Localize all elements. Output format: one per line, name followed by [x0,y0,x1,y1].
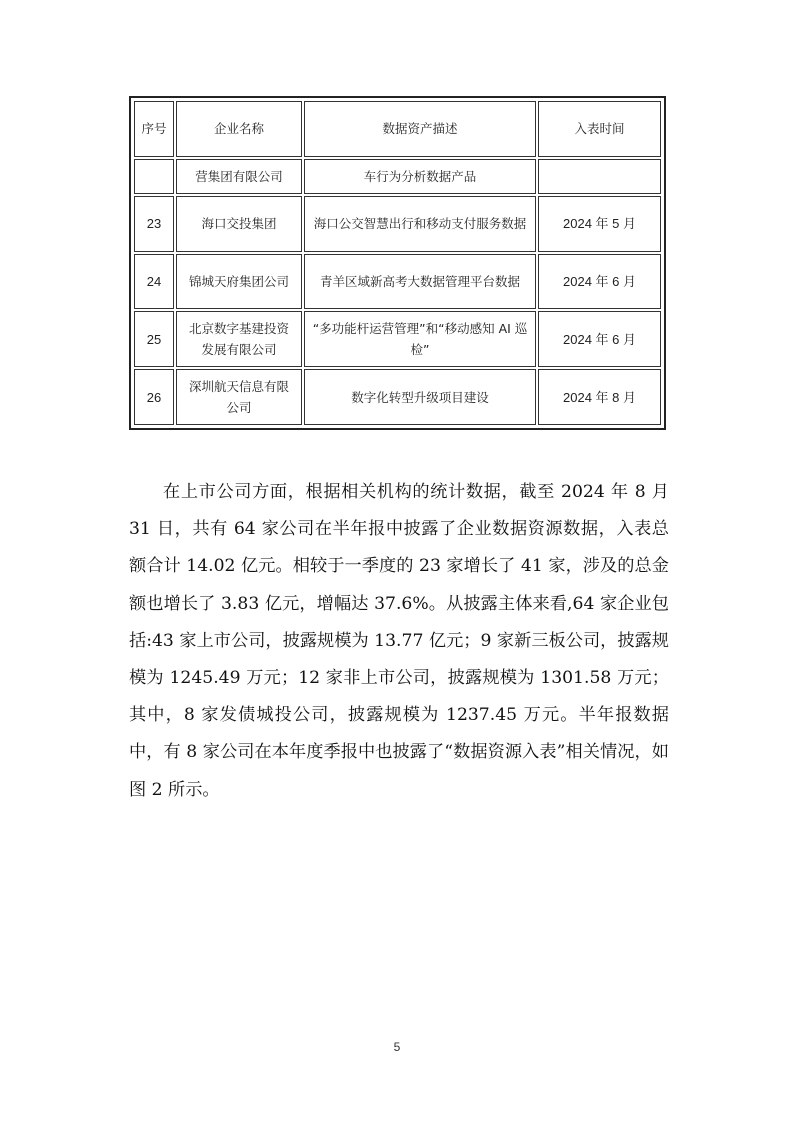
cell-seq: 24 [134,254,174,310]
cell-description: “多功能杆运营管理”和“移动感知 AI 巡检” [304,311,536,367]
body-paragraph: 在上市公司方面，根据相关机构的统计数据，截至 2024 年 8 月 31 日，共有 64 家公司在半年报中披露了企业数据资源数据，入表总额合计 14.02 亿元。相较于一季度的 23 家增长了 41 家，涉及的总金额也增长了 3.83 亿元，增幅达 37.6%。从披露主体来看,64 家企业包括:43 家上市公司，披露规模为 13.77 亿元；9 家新三板公司，披露规模为 1245.49 万元；12 家非上市公司，披露规模为 1301.58 万元；其中，8 家发债城投公司，披露规模为 1237.45 万元。半年报数据中，有 8 家公司在本年度季报中也披露了“数据资源入表”相关情况，如图 2 所示。 [129,482,669,800]
data-asset-table-grid [132,99,663,427]
table-row [134,369,661,425]
cell-seq: 25 [134,311,174,367]
cell-description: 海口公交智慧出行和移动支付服务数据 [304,196,536,252]
page-number: 5 [393,1040,401,1054]
header-description: 数据资产描述 [304,101,536,157]
cell-company: 北京数字基建投资发展有限公司 [176,311,302,367]
header-seq: 序号 [134,101,174,157]
cell-seq: 23 [134,196,174,252]
table-row [134,159,661,194]
cell-date: 2024 年 8 月 [538,369,661,425]
table-row [134,311,661,367]
cell-date: 2024 年 5 月 [538,196,661,252]
cell-description: 数字化转型升级项目建设 [304,369,536,425]
cell-company: 锦城天府集团公司 [176,254,302,310]
cell-seq [134,159,174,194]
table-row [134,254,661,310]
cell-date: 2024 年 6 月 [538,311,661,367]
cell-description: 青羊区域新高考大数据管理平台数据 [304,254,536,310]
cell-company: 海口交投集团 [176,196,302,252]
cell-description: 车行为分析数据产品 [304,159,536,194]
cell-date: 2024 年 6 月 [538,254,661,310]
header-date: 入表时间 [538,101,661,157]
data-asset-table [129,96,666,430]
table-header-row [134,101,661,157]
header-company: 企业名称 [176,101,302,157]
cell-date [538,159,661,194]
cell-company: 营集团有限公司 [176,159,302,194]
cell-company: 深圳航天信息有限公司 [176,369,302,425]
cell-seq: 26 [134,369,174,425]
table-row [134,196,661,252]
